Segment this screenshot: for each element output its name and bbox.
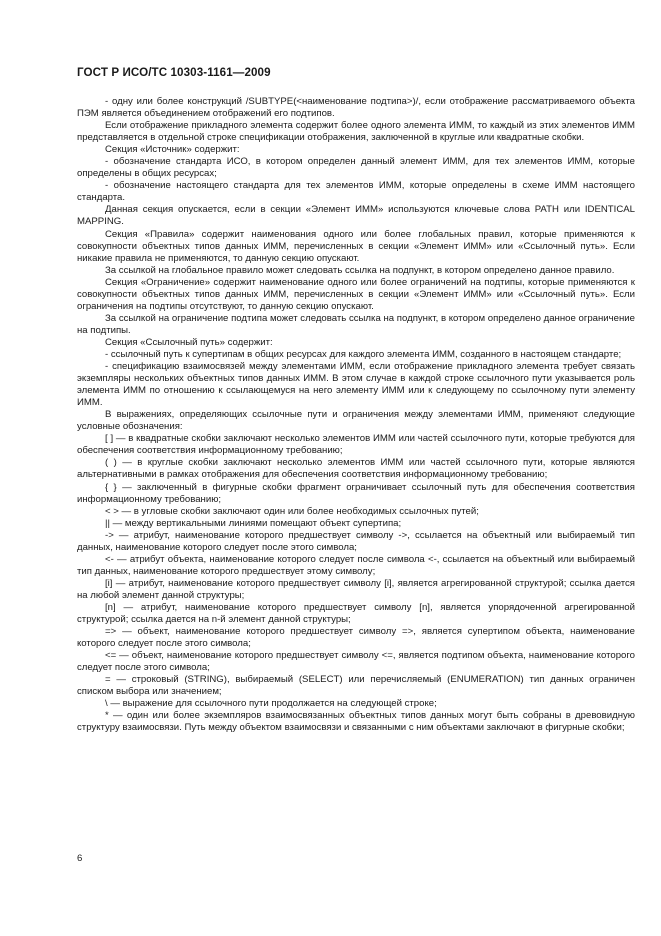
paragraph: За ссылкой на глобальное правило может следовать ссылка на подпункт, в котором определено данное правило. (105, 264, 615, 276)
notation-item: { } — заключенный в фигурные скобки фрагмент ограничивает ссылочный путь для обеспечения соответствия информационному требованию; (77, 481, 635, 505)
paragraph: Секция «Правила» содержит наименования одного или более глобальных правил, которые применяются к совокупности объектных типов данных ИММ, перечисленных в секции «Элемент ИММ» или «Ссылочный путь». Если никакие правила не применяются, то данную секцию опускают. (77, 228, 635, 264)
notation-item: [ ] — в квадратные скобки заключают несколько элементов ИММ или частей ссылочного пути, которые требуются для обеспечения соответствия информационному требованию; (77, 433, 635, 457)
paragraph: Если отображение прикладного элемента содержит более одного элемента ИММ, то каждый из этих элементов ИММ представляется в отдельной строке спецификации отображения, заключенной в круглые или квадратные скобки. (77, 120, 635, 144)
paragraph: - обозначение стандарта ИСО, в котором определен данный элемент ИММ, для тех элементов ИММ, которые определены в общих ресурсах; (77, 156, 635, 180)
notation-item: * — один или более экземпляров взаимосвязанных объектных типов данных могут быть собраны в древовидную структуру взаимосвязи. Путь между объектом взаимосвязи и связанными с ним объектами заключают в фигурные скобки; (77, 710, 635, 734)
notation-item: ( ) — в круглые скобки заключают несколько элементов ИММ или частей ссылочного пути, которые являются альтернативными в рамках отображения для обеспечения соответствия информационному требованию; (77, 457, 635, 481)
paragraph: Секция «Ссылочный путь» содержит: (105, 336, 273, 348)
notation-item: || — между вертикальными линиями помещают объект супертипа; (105, 517, 402, 529)
notation-item: <= — объект, наименование которого предшествует символу <=, является подтипом объекта, наименование которого следует после этого символа; (77, 650, 635, 674)
paragraph: Секция «Источник» содержит: (105, 144, 240, 156)
paragraph: Данная секция опускается, если в секции «Элемент ИММ» используются ключевые слова PATH или IDENTICAL MAPPING. (77, 204, 635, 228)
paragraph: Секция «Ограничение» содержит наименование одного или более ограничений на подтипы, которые применяются к совокупности объектных типов данных ИММ, перечисленных в секции «Элемент ИММ» или «Ссылочный путь». Если ограничения на подтипы отсутствуют, то данную секцию опускают. (77, 276, 635, 312)
notation-item: -> — атрибут, наименование которого предшествует символу ->, ссылается на объектный или выбираемый тип данных, наименование которого следует после этого символа; (77, 529, 635, 553)
notation-item: = — строковый (STRING), выбираемый (SELECT) или перечисляемый (ENUMERATION) тип данных ограничен списком выбора или значением; (77, 674, 635, 698)
paragraph: За ссылкой на ограничение подтипа может следовать ссылка на подпункт, в котором определено данное ограничение на подтипы. (77, 312, 635, 336)
notation-item: [i] — атрибут, наименование которого предшествует символу [i], является агрегированной структурой; ссылка дается на любой элемент данной структуры; (77, 577, 635, 601)
notation-item: \ — выражение для ссылочного пути продолжается на следующей строке; (105, 698, 437, 710)
paragraph: - ссылочный путь к супертипам в общих ресурсах для каждого элемента ИММ, созданного в настоящем стандарте; (105, 348, 622, 360)
paragraph: - спецификацию взаимосвязей между элементами ИММ, если отображение прикладного элемента требует связать экземпляры нескольких объектных типов данных ИММ. В этом случае в каждой строке ссылочного пути указывается роль элемента ИММ по отношению к ссылающемуся на него элементу ИММ или к следующему по ссылочному пути элементу ИММ. (77, 361, 635, 409)
notation-item: < > — в угловые скобки заключают один или более необходимых ссылочных путей; (105, 505, 479, 517)
body-text (77, 96, 635, 734)
notation-item: [n] — атрибут, наименование которого предшествует символу [n], является упорядоченной агрегированной структурой; ссылка дается на n-й элемент данной структуры; (77, 601, 635, 626)
document-header: ГОСТ Р ИСО/ТС 10303-1161—2009 (77, 66, 271, 79)
page-number: 6 (77, 853, 83, 864)
notation-item: => — объект, наименование которого предшествует символу =>, является супертипом объекта, наименование которого следует после этого символа; (77, 626, 635, 650)
paragraph: - одну или более конструкций /SUBTYPE(<наименование подтипа>)/, если отображение рассматриваемого объекта ПЭМ является объединением отображений его подтипов. (77, 96, 635, 120)
paragraph: - обозначение настоящего стандарта для тех элементов ИММ, которые определены в схеме ИММ настоящего стандарта. (77, 180, 635, 204)
paragraph: В выражениях, определяющих ссылочные пути и ограничения между элементами ИММ, применяют следующие условные обозначения: (77, 409, 635, 433)
notation-item: <- — атрибут объекта, наименование которого следует после символа <-, ссылается на объектный или выбираемый тип данных, наименование которого предшествует этому символу; (77, 553, 635, 577)
